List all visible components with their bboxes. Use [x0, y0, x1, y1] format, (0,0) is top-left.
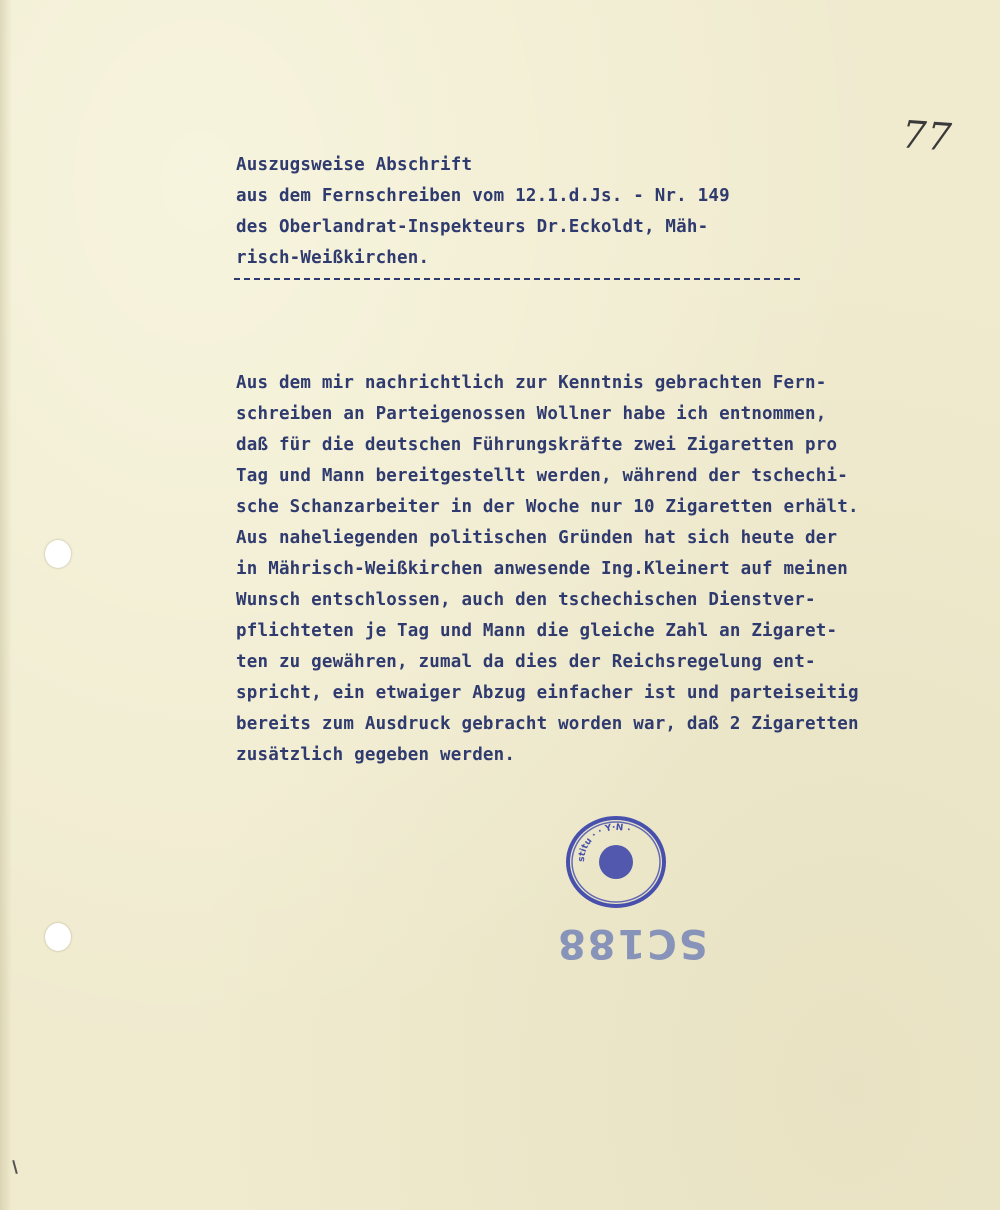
body-line: bereits zum Ausdruck gebracht worden war, daß 2 Zigaretten	[236, 714, 859, 734]
paper-edge-shadow	[0, 0, 12, 1210]
body-line: sche Schanzarbeiter in der Woche nur 10 Zigaretten erhält.	[236, 497, 859, 517]
punch-hole-lower	[45, 923, 71, 951]
body-line: schreiben an Parteigenossen Wollner habe ich entnommen,	[236, 404, 827, 424]
body-line: Aus naheliegenden politischen Gründen hat sich heute der	[236, 528, 838, 548]
body-line: spricht, ein etwaiger Abzug einfacher ist und parteiseitig	[236, 683, 859, 703]
body-line: Aus dem mir nachrichtlich zur Kenntnis gebrachten Fern-	[236, 373, 827, 393]
heading-line: risch-Weißkirchen.	[236, 248, 430, 268]
body-line: Tag und Mann bereitgestellt werden, während der tschechi-	[236, 466, 848, 486]
punch-hole-upper	[45, 540, 71, 568]
archive-stamp	[562, 814, 670, 910]
body-line: zusätzlich gegeben werden.	[236, 745, 516, 765]
body-line: pflichteten je Tag und Mann die gleiche Zahl an Zigaret-	[236, 621, 838, 641]
archive-number: SC188	[556, 920, 708, 966]
stamp-text: stitu · · Y·N ·	[576, 822, 632, 863]
body-line: daß für die deutschen Führungskräfte zwei Zigaretten pro	[236, 435, 838, 455]
pencil-mark	[12, 1160, 18, 1174]
body-line: in Mährisch-Weißkirchen anwesende Ing.Kleinert auf meinen	[236, 559, 848, 579]
heading-line: Auszugsweise Abschrift	[236, 155, 473, 175]
heading-line: aus dem Fernschreiben vom 12.1.d.Js. - Nr. 149	[236, 186, 730, 206]
heading-line: des Oberlandrat-Inspekteurs Dr.Eckoldt, Mäh-	[236, 217, 709, 237]
handwritten-page-number: 77	[900, 112, 954, 160]
dashed-separator	[234, 278, 800, 280]
document-body	[236, 368, 859, 771]
body-line: ten zu gewähren, zumal da dies der Reichsregelung ent-	[236, 652, 816, 672]
body-line: Wunsch entschlossen, auch den tschechischen Dienstver-	[236, 590, 816, 610]
document-heading	[236, 150, 730, 274]
